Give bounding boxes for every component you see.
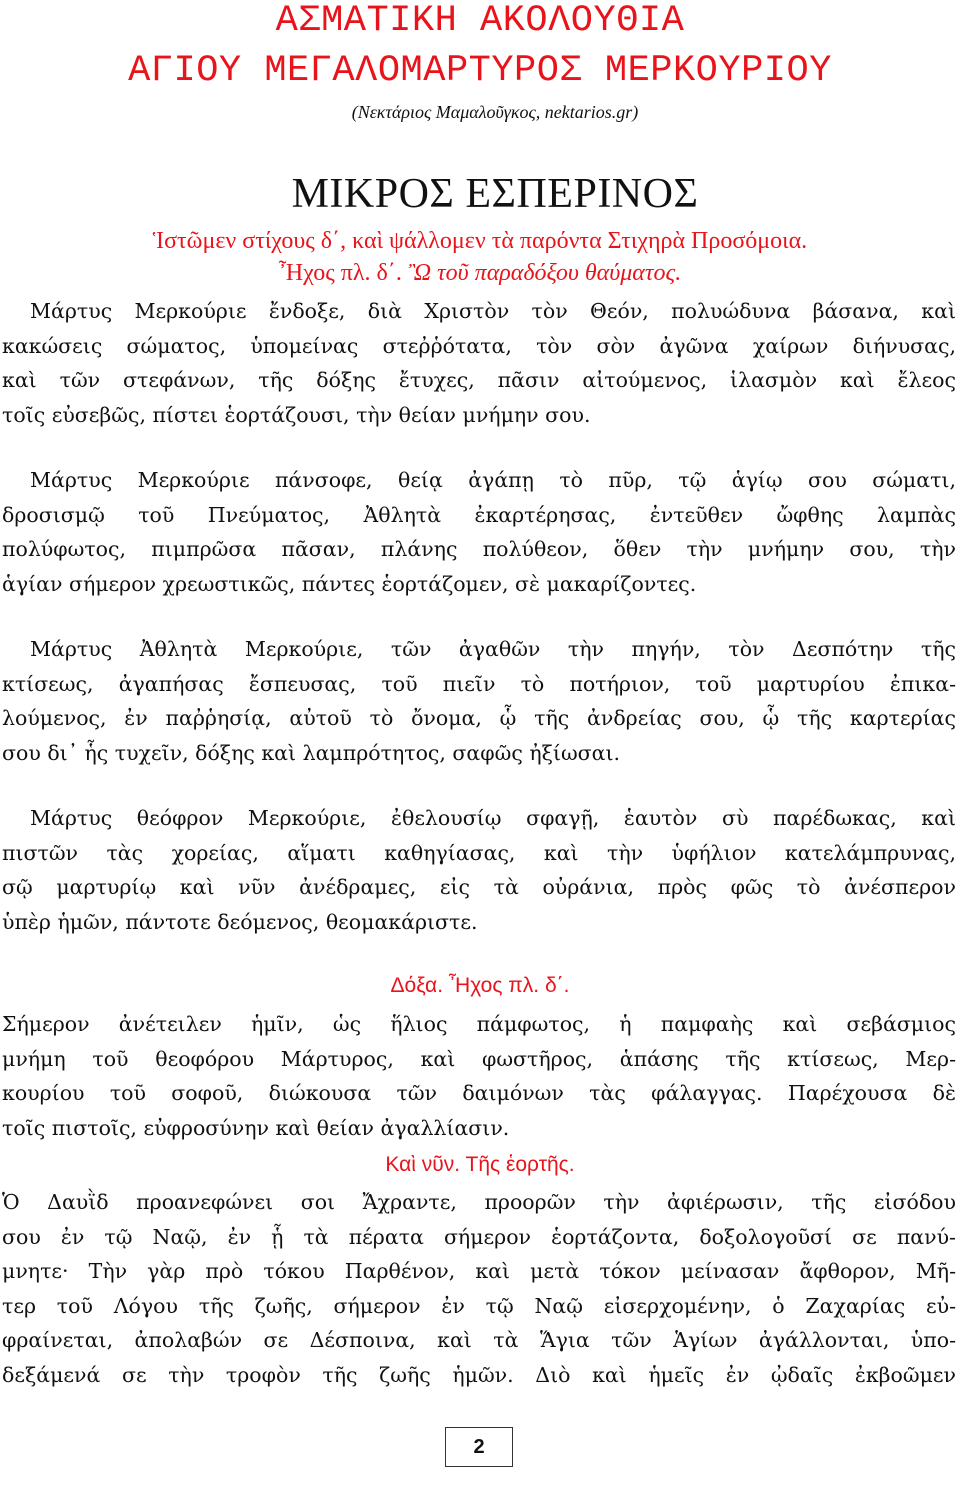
document-title-line-2: ΑΓΙΟΥ ΜΕΓΑΛΟΜΑΡΤΥΡΟΣ ΜΕΡΚΟΥΡΙΟΥ	[128, 50, 832, 92]
sticheron-line: Μάρτυς θεόφρον Μερκούριε, ἐθελουσίῳ σφαγῇ, ἑαυτὸν σὺ παρέδωκας, καὶ	[30, 806, 956, 830]
sticheron-line: κτίσεως, ἀγαπήσας ἔσπευσας, τοῦ πιεῖν τὸ ποτήριον, τοῦ μαρτυρίου ἐπικα-	[2, 671, 956, 696]
doxa-heading: Δόξα. Ἦχος πλ. δ΄.	[390, 974, 570, 997]
document-title-line-1: ΑΣΜΑΤΙΚΗ ΑΚΟΛΟΥΘΙΑ	[275, 0, 685, 42]
doxa-hymn	[2, 1007, 956, 1145]
hymn-line: Ὁ Δαυῒδ προανεφώνει σοι Ἄχραντε, προορῶν τὴν ἀφιέρωσιν, τῆς εἰσόδου	[2, 1190, 956, 1214]
sticheron-line: ἁγίαν σήμερον χρεωστικῶς, πάντες ἑορτάζομεν, σὲ μακαρίζοντες.	[2, 571, 697, 596]
hymn-line: τερ τοῦ Λόγου τῆς ζωῆς, σήμερον ἐν τῷ Ναῷ εἰσερχομένην, ὁ Ζαχαρίας εὐ-	[2, 1293, 956, 1318]
sticheron-3	[2, 632, 956, 770]
sticheron-line: καὶ τῶν στεφάνων, τῆς δόξης ἔτυχες, πᾶσιν αἰτούμενος, ἱλασμὸν καὶ ἔλεος	[2, 368, 956, 393]
rubric-tone: Ἦχος πλ. δ΄.	[278, 260, 402, 286]
sticheron-1	[2, 294, 956, 432]
sticheron-2	[2, 463, 956, 601]
sticheron-line: δροσισμῷ τοῦ Πνεύματος, Ἀθλητὰ ἐκαρτέρησας, ἐντεῦθεν ὤφθης λαμπὰς	[2, 502, 956, 527]
hymn-line: Σήμερον ἀνέτειλεν ἡμῖν, ὡς ἥλιος πάμφωτος, ἡ παμφαὴς καὶ σεβάσμιος	[2, 1012, 956, 1036]
sticheron-line: σῷ μαρτυρίῳ καὶ νῦν ἀνέδραμες, εἰς τὰ οὐράνια, πρὸς φῶς τὸ ἀνέσπερον	[2, 875, 956, 900]
section-title: ΜΙΚΡΟΣ ΕΣΠΕΡΙΝΟΣ	[291, 171, 699, 217]
hymn-line: τοῖς πιστοῖς, εὐφροσύνην καὶ θείαν ἀγαλλίασιν.	[2, 1115, 510, 1140]
hymn-line: κουρίου τοῦ σοφοῦ, διώκουσα τῶν δαιμόνων τὰς φάλαγγας. Παρέχουσα δὲ	[2, 1081, 956, 1106]
sticheron-line: λούμενος, ἐν παῤῥησίᾳ, αὐτοῦ τὸ ὄνομα, ᾧ τῆς ἀνδρείας σου, ᾧ τῆς καρτερίας	[2, 706, 956, 731]
theotokion-hymn	[2, 1185, 956, 1393]
sticheron-4	[2, 801, 956, 939]
sticheron-line: πολύφωτος, πιμπρῶσα πᾶσαν, πλάνης πολύθεον, ὅθεν τὴν μνήμην σου, τὴν	[2, 537, 956, 562]
sticheron-line: κακώσεις σώματος, ὑπομείνας στεῤῥότατα, τὸν σὸν ἀγῶνα χαίρων διήνυσας,	[2, 333, 956, 358]
sticheron-line: Μάρτυς Μερκούριε πάνσοφε, θείᾳ ἀγάπῃ τὸ πῦρ, τῷ ἁγίῳ σου σώματι,	[30, 468, 956, 492]
hymn-line: φραίνεται, ἀπολαβών σε Δέσποινα, καὶ τὰ Ἅγια τῶν Ἁγίων ἀγάλλονται, ὑπο-	[2, 1328, 956, 1353]
hymn-line: μνητε· Τὴν γὰρ πρὸ τόκου Παρθένον, καὶ μετὰ τόκον μείνασαν ἄφθορον, Μῆ-	[2, 1259, 956, 1284]
rubric-melody: Ὢ τοῦ παραδόξου θαύματος.	[407, 260, 682, 286]
sticheron-line: Μάρτυς Μερκούριε ἔνδοξε, διὰ Χριστὸν τὸν Θεόν, πολυώδυνα βάσανα, καὶ	[30, 299, 956, 323]
rubric-instruction: Ἱστῶμεν στίχους δ΄, καὶ ψάλλομεν τὰ παρόντα Στιχηρὰ Προσόμοια.	[152, 228, 808, 254]
sticheron-line: σου δι᾿ ἧς τυχεῖν, δόξης καὶ λαμπρότητος, σαφῶς ἠξίωσαι.	[2, 740, 621, 765]
sticheron-line: πιστῶν τὰς χορείας, αἵματι καθηγίασας, καὶ τὴν ὑφήλιον κατελάμπρυνας,	[2, 840, 956, 865]
sticheron-line: ὑπὲρ ἡμῶν, πάντοτε δεόμενος, θεομακάριστε.	[2, 909, 478, 934]
page-number: 2	[445, 1427, 513, 1467]
rubric-tone-melody	[0, 260, 960, 287]
hymn-line: μνήμη τοῦ θεοφόρου Μάρτυρος, καὶ φωστῆρος, ἁπάσης τῆς κτίσεως, Μερ-	[2, 1046, 956, 1071]
hymn-line: σου ἐν τῷ Ναῷ, ἐν ᾗ τὰ πέρατα σήμερον ἑορτάζοντα, δοξολογοῦσί σε πανύ-	[2, 1224, 956, 1249]
sticheron-line: τοῖς εὐσεβῶς, πίστει ἑορτάζουσι, τὴν θείαν μνήμην σου.	[2, 402, 591, 427]
sticheron-line: Μάρτυς Ἀθλητὰ Μερκούριε, τῶν ἀγαθῶν τὴν πηγήν, τὸν Δεσπότην τῆς	[30, 637, 956, 661]
hymn-line: δεξάμενά σε τὴν τροφὸν τῆς ζωῆς ἡμῶν. Διὸ καὶ ἡμεῖς ἐν ᾠδαῖς ἐκβοῶμεν	[2, 1362, 956, 1387]
kai-nyn-heading: Καὶ νῦν. Τῆς ἑορτῆς.	[385, 1153, 575, 1176]
author-credit: (Νεκτάριος Μαμαλοῦγκος, nektarios.gr)	[351, 102, 639, 122]
